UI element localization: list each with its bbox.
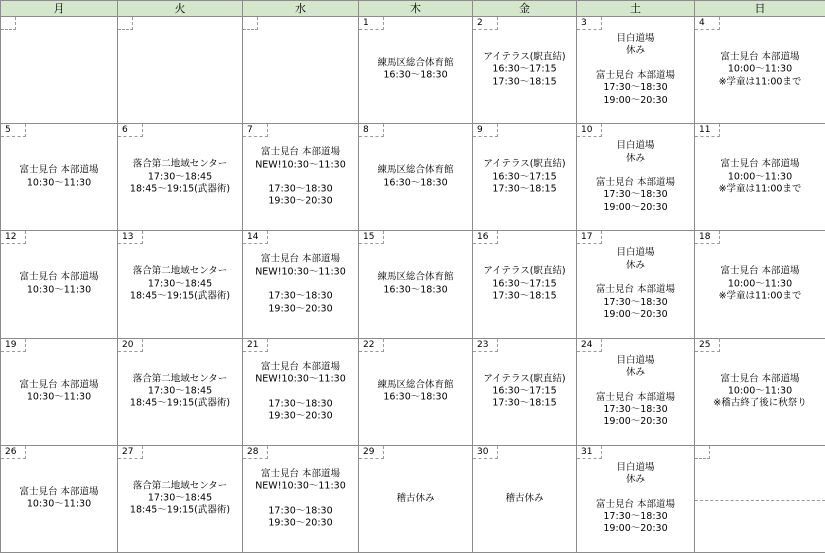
schedule-text <box>1 272 117 297</box>
schedule-line: 10:30〜11:30 <box>26 177 92 189</box>
schedule-line: 10:00〜11:30 <box>727 63 793 75</box>
day-number: 7 <box>243 124 268 137</box>
schedule-line: 目白道場 <box>616 140 655 152</box>
calendar-body <box>1 17 825 553</box>
schedule-line: 17:30〜18:15 <box>492 397 557 409</box>
schedule-line: 富士見台 本部道場 <box>260 360 341 372</box>
schedule-line: 16:30〜17:15 <box>492 385 557 397</box>
schedule-line: 16:30〜17:15 <box>492 63 557 75</box>
schedule-line: 17:30〜18:45 <box>147 171 213 183</box>
day-cell <box>695 445 825 552</box>
schedule-line: ※学童は11:00まで <box>718 290 802 302</box>
schedule-line: 富士見台 本部道場 <box>595 177 676 189</box>
schedule-line: 富士見台 本部道場 <box>260 146 341 158</box>
schedule-text <box>359 272 472 297</box>
schedule-line <box>243 493 358 505</box>
day-cell <box>473 445 577 552</box>
day-cell <box>473 231 577 338</box>
weekday-header-thu: 木 <box>359 1 473 17</box>
schedule-line: 16:30〜18:30 <box>383 70 448 82</box>
schedule-line: 17:30〜18:15 <box>492 76 557 88</box>
schedule-line: 19:00〜20:30 <box>603 309 668 321</box>
day-cell <box>118 338 243 445</box>
schedule-line: 19:00〜20:30 <box>603 523 668 535</box>
schedule-text <box>577 462 694 536</box>
schedule-text <box>1 379 117 404</box>
schedule-line: 落合第二地域センター <box>132 480 228 492</box>
schedule-line: 練馬区総合体育館 <box>377 272 454 284</box>
day-cell <box>359 445 473 552</box>
schedule-text <box>473 52 576 89</box>
schedule-line: 稽古休み <box>505 492 544 504</box>
schedule-line: 目白道場 <box>616 247 655 259</box>
day-number: 10 <box>577 124 602 137</box>
schedule-line: 目白道場 <box>616 461 655 473</box>
day-number: 24 <box>577 339 602 352</box>
schedule-text <box>577 248 694 322</box>
schedule-text <box>695 52 825 89</box>
schedule-text <box>473 493 576 505</box>
schedule-line: 富士見台 本部道場 <box>19 164 99 176</box>
schedule-line: ※学童は11:00まで <box>718 183 802 195</box>
day-number: 28 <box>243 446 268 459</box>
day-number: 13 <box>118 231 143 244</box>
week-row <box>1 231 825 338</box>
schedule-line: アイテラス(駅直結) <box>483 158 566 170</box>
schedule-line: 富士見台 本部道場 <box>595 498 676 510</box>
schedule-text <box>695 266 825 303</box>
day-number: 8 <box>359 124 384 137</box>
schedule-line: ※学童は11:00まで <box>718 76 802 88</box>
week-row <box>1 124 825 231</box>
schedule-line: 17:30〜18:30 <box>603 82 668 94</box>
day-cell <box>118 17 243 124</box>
schedule-line: NEW!10:30〜11:30 <box>255 373 346 385</box>
schedule-line: 17:30〜18:30 <box>603 511 668 523</box>
day-cell <box>473 17 577 124</box>
day-number: 6 <box>118 124 143 137</box>
day-number: 25 <box>695 339 720 352</box>
schedule-line: 落合第二地域センター <box>132 373 228 385</box>
day-number: 2 <box>473 17 498 30</box>
day-cell <box>359 338 473 445</box>
schedule-line: アイテラス(駅直結) <box>483 266 566 278</box>
schedule-line: 16:30〜17:15 <box>492 171 557 183</box>
schedule-text <box>577 33 694 107</box>
schedule-text <box>473 159 576 196</box>
day-cell <box>577 445 695 552</box>
schedule-line: 16:30〜18:30 <box>383 284 448 296</box>
schedule-line: 練馬区総合体育館 <box>377 379 454 391</box>
schedule-line: 17:30〜18:30 <box>268 505 333 517</box>
day-cell <box>577 124 695 231</box>
schedule-line <box>243 386 358 398</box>
schedule-line: 17:30〜18:15 <box>492 183 557 195</box>
schedule-line: NEW!10:30〜11:30 <box>255 158 346 170</box>
schedule-line: 富士見台 本部道場 <box>720 158 800 170</box>
day-cell <box>695 338 825 445</box>
day-cell <box>359 124 473 231</box>
schedule-line: アイテラス(駅直結) <box>483 51 566 63</box>
schedule-text <box>359 493 472 505</box>
schedule-text <box>577 140 694 214</box>
schedule-line: 富士見台 本部道場 <box>595 391 676 403</box>
schedule-line <box>577 165 694 177</box>
day-number: 9 <box>473 124 498 137</box>
schedule-line <box>577 58 694 70</box>
schedule-line: 16:30〜18:30 <box>383 391 448 403</box>
day-cell <box>1 231 118 338</box>
schedule-line: 富士見台 本部道場 <box>19 272 99 284</box>
weekday-header-mon: 月 <box>1 1 118 17</box>
schedule-line: 休み <box>625 474 645 486</box>
schedule-text <box>118 480 242 517</box>
schedule-line: NEW!10:30〜11:30 <box>255 480 346 492</box>
week-row <box>1 338 825 445</box>
day-cell <box>473 124 577 231</box>
day-cell <box>118 231 243 338</box>
schedule-line: 富士見台 本部道場 <box>260 468 341 480</box>
schedule-line: 富士見台 本部道場 <box>19 486 99 498</box>
day-number <box>695 446 710 459</box>
schedule-line: 富士見台 本部道場 <box>19 379 99 391</box>
schedule-line <box>243 278 358 290</box>
weekday-header-fri: 金 <box>473 1 577 17</box>
schedule-text <box>118 373 242 410</box>
schedule-text <box>243 147 358 208</box>
schedule-line: 10:00〜11:30 <box>727 171 793 183</box>
schedule-line <box>577 379 694 391</box>
week-row <box>1 17 825 124</box>
schedule-text <box>695 373 825 410</box>
schedule-text <box>359 379 472 404</box>
day-number: 30 <box>473 446 498 459</box>
day-number: 15 <box>359 231 384 244</box>
day-number: 19 <box>1 339 26 352</box>
schedule-line <box>243 171 358 183</box>
schedule-line: 18:45〜19:15(武器術) <box>129 505 231 517</box>
day-number: 11 <box>695 124 720 137</box>
week-row <box>1 445 825 552</box>
schedule-line: 休み <box>625 259 645 271</box>
schedule-line: 富士見台 本部道場 <box>720 51 800 63</box>
schedule-line: 17:30〜18:30 <box>268 397 333 409</box>
day-number: 23 <box>473 339 498 352</box>
schedule-line: ※稽古終了後に秋祭り <box>713 397 807 409</box>
schedule-text <box>118 266 242 303</box>
day-number: 22 <box>359 339 384 352</box>
day-cell <box>577 231 695 338</box>
schedule-line: 16:30〜18:30 <box>383 177 448 189</box>
schedule-line: 富士見台 本部道場 <box>720 373 800 385</box>
schedule-text <box>359 165 472 190</box>
schedule-text <box>243 361 358 422</box>
schedule-line <box>577 272 694 284</box>
schedule-line: 19:30〜20:30 <box>268 517 333 529</box>
day-cell <box>243 338 359 445</box>
schedule-line: 18:45〜19:15(武器術) <box>129 290 231 302</box>
schedule-text <box>118 159 242 196</box>
schedule-line: 19:00〜20:30 <box>603 201 668 213</box>
day-number <box>118 17 133 30</box>
schedule-line: 10:00〜11:30 <box>727 278 793 290</box>
weekday-header-row <box>1 1 825 17</box>
day-number: 26 <box>1 446 26 459</box>
day-cell <box>695 231 825 338</box>
schedule-line: NEW!10:30〜11:30 <box>255 266 346 278</box>
day-number: 3 <box>577 17 602 30</box>
day-cell <box>1 338 118 445</box>
day-number <box>243 17 258 30</box>
schedule-line: 練馬区総合体育館 <box>377 57 454 69</box>
schedule-line: 18:45〜19:15(武器術) <box>129 397 231 409</box>
cell-divider <box>695 500 825 501</box>
schedule-line: 19:00〜20:30 <box>603 416 668 428</box>
day-number <box>1 17 16 30</box>
schedule-line <box>577 487 694 499</box>
day-number: 12 <box>1 231 26 244</box>
schedule-line: 17:30〜18:30 <box>268 183 333 195</box>
schedule-line: 19:30〜20:30 <box>268 410 333 422</box>
day-cell <box>695 124 825 231</box>
schedule-line: 目白道場 <box>616 354 655 366</box>
day-cell <box>243 124 359 231</box>
schedule-text <box>243 468 358 529</box>
weekday-header-sat: 土 <box>577 1 695 17</box>
day-number: 21 <box>243 339 268 352</box>
day-cell <box>577 338 695 445</box>
day-cell <box>243 445 359 552</box>
day-number: 31 <box>577 446 602 459</box>
day-number: 18 <box>695 231 720 244</box>
day-number: 4 <box>695 17 720 30</box>
day-cell <box>473 338 577 445</box>
schedule-line: 17:30〜18:30 <box>603 403 668 415</box>
schedule-line: 10:00〜11:30 <box>727 385 793 397</box>
schedule-text <box>243 254 358 315</box>
schedule-line: 富士見台 本部道場 <box>720 266 800 278</box>
schedule-line: 18:45〜19:15(武器術) <box>129 183 231 195</box>
schedule-line: 17:30〜18:45 <box>147 385 213 397</box>
schedule-line: 休み <box>625 45 645 57</box>
schedule-line: 目白道場 <box>616 33 655 45</box>
day-number: 27 <box>118 446 143 459</box>
schedule-line: 10:30〜11:30 <box>26 391 92 403</box>
day-cell <box>243 17 359 124</box>
day-number: 16 <box>473 231 498 244</box>
schedule-line: 17:30〜18:30 <box>603 296 668 308</box>
weekday-header-sun: 日 <box>695 1 825 17</box>
schedule-line: 落合第二地域センター <box>132 158 228 170</box>
day-cell <box>243 231 359 338</box>
schedule-text <box>1 487 117 512</box>
schedule-text <box>1 165 117 190</box>
schedule-text <box>359 58 472 83</box>
day-number: 14 <box>243 231 268 244</box>
day-cell <box>359 231 473 338</box>
schedule-line: 17:30〜18:15 <box>492 290 557 302</box>
day-cell <box>1 17 118 124</box>
day-number: 20 <box>118 339 143 352</box>
weekday-header-tue: 火 <box>118 1 243 17</box>
day-cell <box>1 445 118 552</box>
schedule-line: 16:30〜17:15 <box>492 278 557 290</box>
day-cell <box>1 124 118 231</box>
schedule-text <box>473 373 576 410</box>
schedule-line: 19:30〜20:30 <box>268 302 333 314</box>
weekday-header-wed: 水 <box>243 1 359 17</box>
schedule-text <box>695 159 825 196</box>
day-number: 1 <box>359 17 384 30</box>
day-cell <box>577 17 695 124</box>
schedule-line: 10:30〜11:30 <box>26 498 92 510</box>
day-number: 5 <box>1 124 26 137</box>
schedule-line: 19:00〜20:30 <box>603 94 668 106</box>
schedule-line: 稽古休み <box>396 492 435 504</box>
schedule-line: 19:30〜20:30 <box>268 195 333 207</box>
day-cell <box>118 445 243 552</box>
schedule-line: 17:30〜18:30 <box>603 189 668 201</box>
schedule-text <box>473 266 576 303</box>
day-cell <box>695 17 825 124</box>
schedule-line: 17:30〜18:45 <box>147 492 213 504</box>
day-number: 29 <box>359 446 384 459</box>
schedule-line: 休み <box>625 367 645 379</box>
schedule-line: 17:30〜18:30 <box>268 290 333 302</box>
schedule-line: 落合第二地域センター <box>132 266 228 278</box>
schedule-line: 17:30〜18:45 <box>147 278 213 290</box>
day-cell <box>118 124 243 231</box>
schedule-line: 休み <box>625 152 645 164</box>
schedule-line: 練馬区総合体育館 <box>377 164 454 176</box>
day-cell <box>359 17 473 124</box>
schedule-line: 富士見台 本部道場 <box>595 284 676 296</box>
schedule-line: アイテラス(駅直結) <box>483 373 566 385</box>
schedule-line: 富士見台 本部道場 <box>595 70 676 82</box>
schedule-line: 富士見台 本部道場 <box>260 253 341 265</box>
schedule-line: 10:30〜11:30 <box>26 284 92 296</box>
day-number: 17 <box>577 231 602 244</box>
schedule-text <box>577 355 694 429</box>
